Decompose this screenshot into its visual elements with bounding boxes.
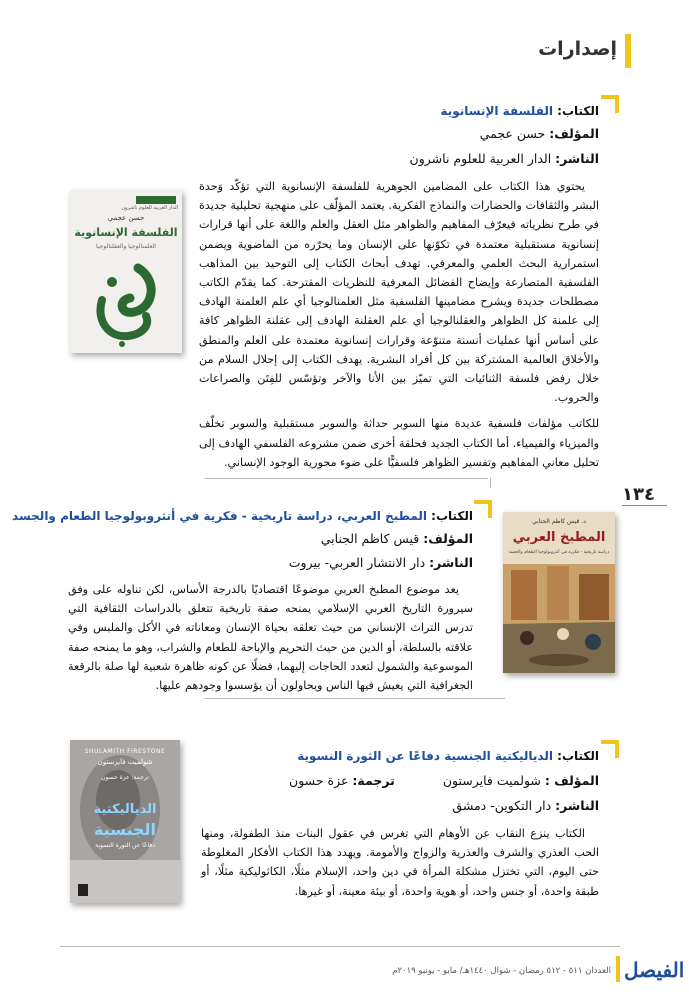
page-number: ١٣٤	[622, 484, 655, 505]
footer-rule	[60, 946, 620, 947]
paragraph: يعد موضوع المطبخ العربي موضوعًا اقتصاديًا بالدرجة الأساس، لكن تناوله على وفق سيرورة التاريخ العربي الإسلامي يمنحه صفة تاريخية تتعلق بالدراسات الثقافية التي تدرس التراث الإنساني من حيث تعلقه بحياة الإنسان ومعاناته في الأكل والملبس وفي علاقته بالسلطة، أو الدين من حيث التحريم والإباحة للطعام والشراب، وهو ما يمنحه صفة الموسوعية والشمول لتعدد الحاجات إليهما، فضلًا عن كونه ظاهرة شعبية لها صلة بالرقعة الجغرافية التي يعيش فيها الناس ويحاولون أن يؤسسوا وجودهم عليها.	[68, 583, 473, 693]
publisher-label: الناشر:	[555, 151, 599, 166]
publisher-logo	[78, 884, 88, 896]
cover-title-line2: الجنسية	[93, 820, 157, 839]
section-header	[511, 34, 631, 68]
section-divider	[205, 478, 488, 479]
book1-heading	[440, 104, 599, 118]
divider-tick	[490, 478, 491, 488]
book2-author	[321, 531, 473, 546]
cover-author-en: SHULAMITH FIRESTONE	[84, 748, 166, 755]
book3-author	[289, 773, 599, 788]
book-title: الدياليكتية الجنسية دفاعًا عن الثورة النسوية	[297, 749, 553, 763]
book1-author	[480, 126, 599, 141]
book-title: المطبخ العربي، دراسة تاريخية - فكرية في أنثروبولوجيا الطعام والجسد	[12, 509, 427, 523]
book2-cover-image	[503, 512, 615, 673]
section-divider	[205, 698, 505, 699]
cover-author: حسن عجمي	[107, 214, 145, 222]
heading-corner-mark	[601, 740, 619, 758]
book3-cover-image	[70, 740, 180, 903]
book-label: الكتاب:	[431, 509, 473, 523]
book1-description	[199, 177, 599, 472]
cover-publisher: الدار العربية للعلوم ناشرون	[121, 205, 178, 211]
publisher-label: الناشر:	[555, 798, 599, 813]
book-label: الكتاب:	[557, 749, 599, 763]
publisher-name: دار التكوين- دمشق	[452, 798, 552, 813]
issue-info: العددان ٥١١ - ٥١٢ رمضان - شوال ١٤٤٠هـ/ مايو - يونيو ٢٠١٩م	[392, 966, 611, 976]
publisher-name: دار الانتشار العربي- بيروت	[288, 555, 426, 570]
author-name: شولميت فايرستون	[442, 773, 541, 788]
book2-heading	[12, 509, 473, 523]
heading-corner-mark	[601, 95, 619, 113]
page-number-rule	[622, 505, 667, 506]
heading-corner-mark	[474, 500, 492, 518]
author-name: قيس كاظم الجنابي	[320, 531, 420, 546]
cover-translator: ترجمة: عزة حسون	[101, 774, 149, 781]
author-label: المؤلف :	[544, 773, 599, 788]
magazine-logo: الفيصل	[624, 958, 685, 982]
cover-subtitle: العلمنالوجيا والعقلنالوجيا	[96, 243, 156, 250]
calligraphy-art	[88, 260, 168, 348]
section-accent-bar	[625, 34, 631, 68]
author-name: حسن عجمي	[479, 126, 546, 141]
translator-name: عزة حسون	[289, 773, 349, 788]
book1-publisher	[410, 151, 599, 166]
paragraph: يحتوي هذا الكتاب على المضامين الجوهرية للفلسفة الإنسانوية التي تؤكّد وَحدة البشر والثقافات والحضارات والنماذج الفكرية. يعتمد المؤلّف على منهجية تحليلية جديدة في طرح نظرياته فيعرّف المفاهيم والظواهر مثل العقل والعلم واللغة على أنها قرارات إنسانوية مستقبلية معتمدة في تكوّنها على الإنسان وما يحرّره من الماضوية ويضمن استمرارية البحث العلمي والمعرفي. تهدف أبحاث الكتاب إلى التوحيد بين المذاهب الفلسفية المتصارعة وإيضاح الفضائل المعرفية للنظريات المقترحة. كما يقدّم الكاتب مصطلحات جديدة ويشرح مضامينها الفلسفية مثل العلمنالوجيا أي علم العلمنة الهادف إلى علمنة كل الظواهر والعقلنالوجيا أي علم العقلنة الهادف إلى عقلنة الظواهر كافة على أساس أنها عمليات أنسنة متنوّعة وقرارات إنسانوية معتمدة على العلم والمنطق والأخلاق العالمية المشتركة بين كل أفراد البشرية. يهدف الكتاب إلى إحلال السلام من خلال رفض فلسفة الثنائيات التي تميّز بين الأنا والآخر وتؤسّس للفِتَن والصراعات والحروب.	[199, 180, 599, 405]
paragraph: للكاتب مؤلفات فلسفية عديدة منها السوبر حداثة والسوبر مستقبلية والسوبر تخلّف والميزياء والفيمياء. أما الكتاب الجديد فحلقة أخرى ضمن مشروعه الفلسفي الهادف إلى تحليل معاني المفاهيم وتفسير الظواهر فلسفيًّا على ضوء محورية الوجود الإنساني.	[199, 417, 599, 469]
book3-publisher	[452, 798, 599, 813]
translator-label: ترجمة:	[352, 773, 395, 788]
book-label: الكتاب:	[557, 104, 599, 118]
book2-publisher	[289, 555, 473, 570]
book3-description	[201, 824, 599, 901]
cover-subtitle: دفاعًا عن الثورة النسوية	[95, 842, 155, 849]
cover-title: المطبخ العربي	[512, 530, 606, 545]
paragraph: الكتاب ينزع النقاب عن الأوهام التي تغرس في عقول البنات منذ الطفولة، ومنها الحب العذري والشرف والعذرية والزواج والأمومة. ويهدد هذا الكتاب الأفكار المغلوطة حتى اليوم، التي تختزل مشكلة المرأة في دين واحد، الإسلام مثلًا، الكاثوليكية مثلًا، أو طبقة واحدة، أو جنس واحد، أو هوية واحدة، أو بيئة معينة، أو غيرها.	[201, 827, 599, 898]
cover-author: شولميت فايرستون	[97, 758, 153, 766]
cover-title: الفلسفة الإنسانوية	[74, 226, 178, 239]
cover-subtitle: دراسة تاريخية - فكرية في أنثروبولوجيا الطعام والجسد	[508, 550, 610, 555]
book-title: الفلسفة الإنسانوية	[440, 104, 553, 118]
book3-heading	[297, 749, 599, 763]
market-painting	[503, 564, 615, 673]
cover-title-line1: الدياليكتية	[93, 802, 157, 817]
book2-description	[68, 580, 473, 695]
publisher-label: الناشر:	[429, 555, 473, 570]
footer-accent-bar	[616, 956, 620, 982]
section-title: إصدارات	[538, 38, 617, 60]
book1-cover-image	[70, 190, 182, 353]
author-label: المؤلف:	[549, 126, 599, 141]
author-label: المؤلف:	[423, 531, 473, 546]
publisher-name: الدار العربية للعلوم ناشرون	[409, 151, 552, 166]
cover-author: د. قيس كاظم الجنابي	[532, 518, 586, 525]
publisher-logo	[136, 196, 176, 204]
